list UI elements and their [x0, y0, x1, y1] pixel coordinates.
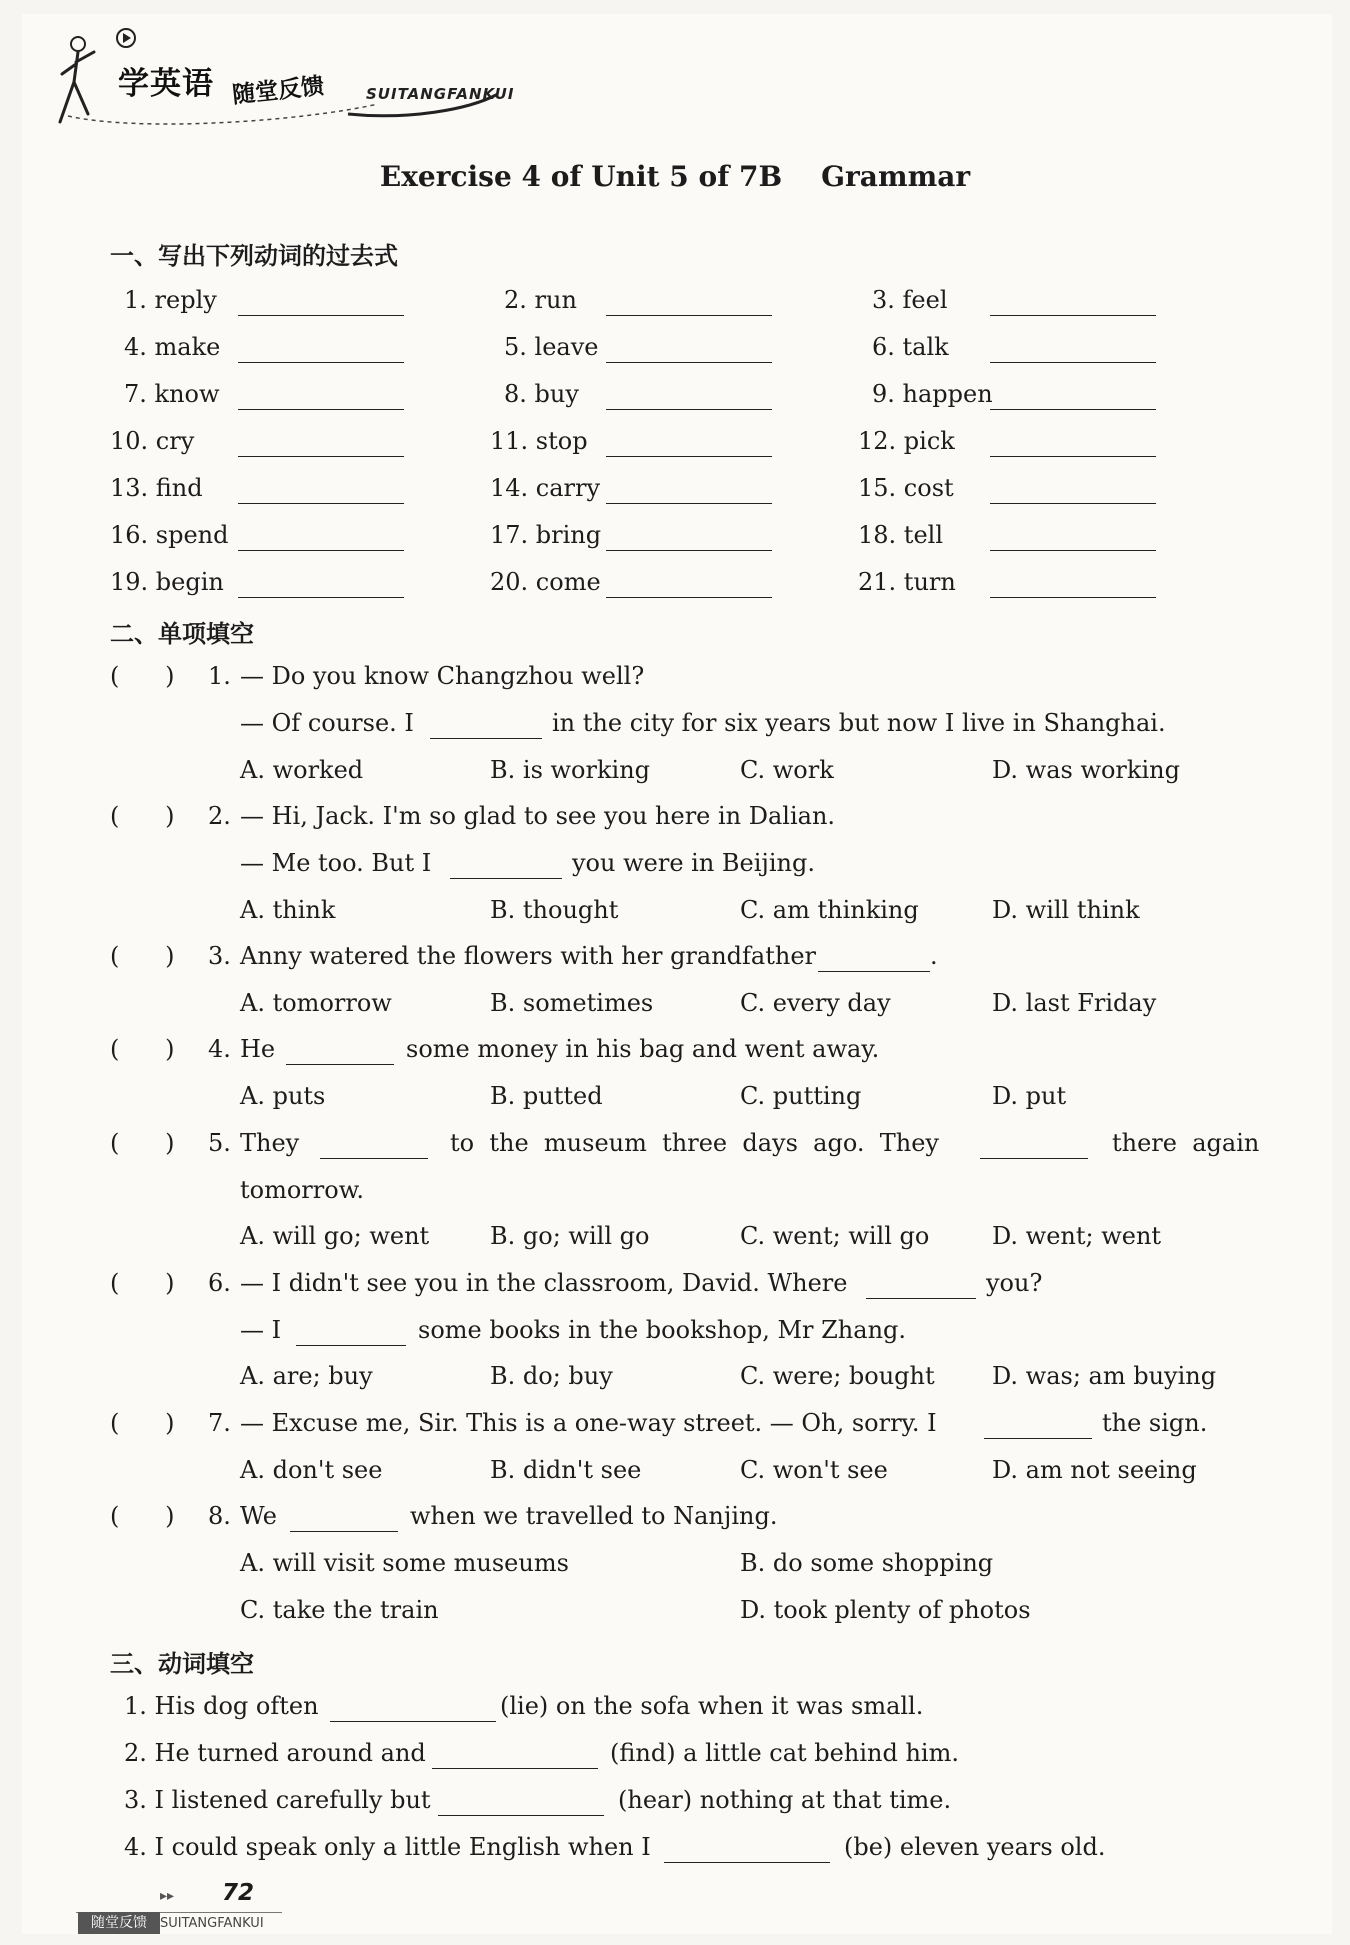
option-b: B. thought: [490, 896, 619, 924]
question-number: 6.: [208, 1269, 231, 1297]
answer-blank[interactable]: [330, 1721, 496, 1722]
question-text: Anny watered the flowers with her grandfather: [240, 942, 816, 970]
option-d: D. was; am buying: [992, 1362, 1217, 1390]
answer-blank[interactable]: [980, 1158, 1088, 1159]
option-c: C. putting: [740, 1082, 862, 1110]
answer-blank[interactable]: [606, 315, 772, 316]
question-text: He: [240, 1035, 276, 1063]
option-d: D. put: [992, 1082, 1067, 1110]
verb-item: 10. cry: [110, 427, 195, 455]
page-number: 72: [222, 1880, 255, 1906]
question-number: 8.: [208, 1502, 231, 1530]
question-text: — Hi, Jack. I'm so glad to see you here in Dalian.: [240, 802, 836, 830]
option-b: B. do some shopping: [740, 1549, 994, 1577]
section1-heading: 一、写出下列动词的过去式: [110, 242, 398, 270]
option-a: A. will visit some museums: [240, 1549, 569, 1577]
verb-item: 6. talk: [872, 333, 949, 361]
question-text: the sign.: [1102, 1409, 1208, 1437]
option-a: A. puts: [240, 1082, 326, 1110]
verb-item: 18. tell: [858, 521, 943, 549]
verb-item: 13. find: [110, 474, 203, 502]
answer-blank[interactable]: [606, 456, 772, 457]
answer-blank[interactable]: [238, 550, 404, 551]
question-text: — I: [240, 1316, 282, 1344]
option-a: A. tomorrow: [240, 989, 392, 1017]
option-c: C. am thinking: [740, 896, 919, 924]
option-b: B. do; buy: [490, 1362, 613, 1390]
answer-blank[interactable]: [238, 597, 404, 598]
fill-item-text: 1. His dog often: [124, 1692, 319, 1720]
fill-item-text: (hear) nothing at that time.: [618, 1786, 952, 1814]
logo-title: 学英语: [118, 66, 214, 102]
answer-blank[interactable]: [990, 597, 1156, 598]
option-b: B. didn't see: [490, 1456, 642, 1484]
answer-blank[interactable]: [990, 409, 1156, 410]
question-number: 1.: [208, 662, 231, 690]
answer-blank[interactable]: [438, 1815, 604, 1816]
option-b: B. is working: [490, 756, 651, 784]
answer-paren[interactable]: ( ): [110, 1409, 175, 1437]
answer-blank[interactable]: [450, 878, 562, 879]
answer-blank[interactable]: [286, 1064, 394, 1065]
option-d: D. went; went: [992, 1222, 1162, 1250]
answer-blank[interactable]: [238, 315, 404, 316]
question-text: We: [240, 1502, 277, 1530]
question-text: tomorrow.: [240, 1176, 365, 1204]
answer-paren[interactable]: ( ): [110, 1035, 175, 1063]
answer-blank[interactable]: [606, 550, 772, 551]
option-a: A. don't see: [240, 1456, 383, 1484]
question-text: when we travelled to Nanjing.: [410, 1502, 778, 1530]
verb-item: 3. feel: [872, 286, 948, 314]
option-c: C. won't see: [740, 1456, 888, 1484]
answer-blank[interactable]: [664, 1862, 830, 1863]
question-text: .: [930, 942, 938, 970]
answer-blank[interactable]: [990, 315, 1156, 316]
answer-blank[interactable]: [432, 1768, 598, 1769]
footer-badge: 随堂反馈: [78, 1912, 160, 1934]
page-title: Exercise 4 of Unit 5 of 7B Grammar: [379, 160, 971, 193]
question-text: — Do you know Changzhou well?: [240, 662, 645, 690]
verb-item: 7. know: [124, 380, 220, 408]
question-text: They: [240, 1129, 300, 1157]
option-c: C. every day: [740, 989, 891, 1017]
question-text: some books in the bookshop, Mr Zhang.: [418, 1316, 907, 1344]
logo-latin: SUITANGFANKUI: [366, 85, 515, 103]
logo-subtitle: 随堂反馈: [231, 73, 326, 109]
verb-item: 14. carry: [490, 474, 601, 502]
verb-item: 1. reply: [124, 286, 217, 314]
verb-item: 4. make: [124, 333, 221, 361]
option-b: B. go; will go: [490, 1222, 650, 1250]
option-a: A. worked: [240, 756, 364, 784]
answer-blank[interactable]: [984, 1438, 1092, 1439]
verb-item: 9. happen: [872, 380, 993, 408]
option-b: B. putted: [490, 1082, 603, 1110]
option-c: C. went; will go: [740, 1222, 930, 1250]
option-b: B. sometimes: [490, 989, 654, 1017]
answer-paren[interactable]: ( ): [110, 942, 175, 970]
option-d: D. was working: [992, 756, 1180, 784]
section3-heading: 三、动词填空: [110, 1650, 254, 1678]
question-number: 4.: [208, 1035, 231, 1063]
question-number: 7.: [208, 1409, 231, 1437]
answer-blank[interactable]: [238, 409, 404, 410]
question-text: you were in Beijing.: [572, 849, 815, 877]
answer-paren[interactable]: ( ): [110, 1129, 175, 1157]
question-text: to the museum three days ago. They: [450, 1129, 939, 1157]
option-c: C. were; bought: [740, 1362, 935, 1390]
fill-item-text: 2. He turned around and: [124, 1739, 426, 1767]
footer-arrows: ▸▸: [160, 1888, 175, 1904]
verb-item: 19. begin: [110, 568, 224, 596]
answer-paren[interactable]: ( ): [110, 1502, 175, 1530]
option-a: A. think: [240, 896, 336, 924]
verb-item: 8. buy: [504, 380, 579, 408]
option-c: C. work: [740, 756, 834, 784]
answer-blank[interactable]: [990, 362, 1156, 363]
option-d: D. last Friday: [992, 989, 1157, 1017]
question-text: — Excuse me, Sir. This is a one-way street. — Oh, sorry. I: [240, 1409, 937, 1437]
answer-blank[interactable]: [818, 971, 930, 972]
header-logo: [48, 22, 548, 132]
answer-blank[interactable]: [866, 1298, 976, 1299]
fill-item-text: (lie) on the sofa when it was small.: [500, 1692, 924, 1720]
answer-blank[interactable]: [430, 738, 542, 739]
answer-blank[interactable]: [990, 456, 1156, 457]
answer-blank[interactable]: [238, 456, 404, 457]
verb-item: 12. pick: [858, 427, 955, 455]
question-text: there again: [1112, 1129, 1260, 1157]
answer-blank[interactable]: [320, 1158, 428, 1159]
fill-item-text: (be) eleven years old.: [844, 1833, 1106, 1861]
question-text: you?: [986, 1269, 1043, 1297]
verb-item: 21. turn: [858, 568, 956, 596]
answer-paren[interactable]: ( ): [110, 1269, 175, 1297]
answer-paren[interactable]: ( ): [110, 802, 175, 830]
question-text: — I didn't see you in the classroom, David. Where: [240, 1269, 848, 1297]
question-text: — Me too. But I: [240, 849, 432, 877]
answer-blank[interactable]: [606, 597, 772, 598]
fill-item-text: 4. I could speak only a little English when I: [124, 1833, 651, 1861]
answer-paren[interactable]: ( ): [110, 662, 175, 690]
verb-item: 17. bring: [490, 521, 602, 549]
answer-blank[interactable]: [290, 1531, 398, 1532]
answer-blank[interactable]: [606, 409, 772, 410]
fill-item-text: (find) a little cat behind him.: [610, 1739, 959, 1767]
fill-item-text: 3. I listened carefully but: [124, 1786, 431, 1814]
verb-item: 16. spend: [110, 521, 229, 549]
answer-blank[interactable]: [296, 1345, 406, 1346]
option-d: D. took plenty of photos: [740, 1596, 1031, 1624]
verb-item: 20. come: [490, 568, 601, 596]
question-number: 3.: [208, 942, 231, 970]
question-text: some money in his bag and went away.: [406, 1035, 880, 1063]
question-text: — Of course. I: [240, 709, 414, 737]
option-a: A. will go; went: [240, 1222, 430, 1250]
option-a: A. are; buy: [240, 1362, 373, 1390]
answer-blank[interactable]: [990, 550, 1156, 551]
option-d: D. am not seeing: [992, 1456, 1197, 1484]
verb-item: 11. stop: [490, 427, 588, 455]
verb-item: 15. cost: [858, 474, 954, 502]
answer-blank[interactable]: [606, 362, 772, 363]
option-c: C. take the train: [240, 1596, 439, 1624]
answer-blank[interactable]: [238, 362, 404, 363]
question-number: 2.: [208, 802, 231, 830]
section2-heading: 二、单项填空: [110, 620, 254, 648]
question-number: 5.: [208, 1129, 231, 1157]
footer-latin: SUITANGFANKUI: [160, 1916, 264, 1931]
answer-blank[interactable]: [238, 503, 404, 504]
question-text: in the city for six years but now I live in Shanghai.: [552, 709, 1166, 737]
verb-item: 5. leave: [504, 333, 599, 361]
answer-blank[interactable]: [606, 503, 772, 504]
answer-blank[interactable]: [990, 503, 1156, 504]
verb-item: 2. run: [504, 286, 577, 314]
option-d: D. will think: [992, 896, 1140, 924]
